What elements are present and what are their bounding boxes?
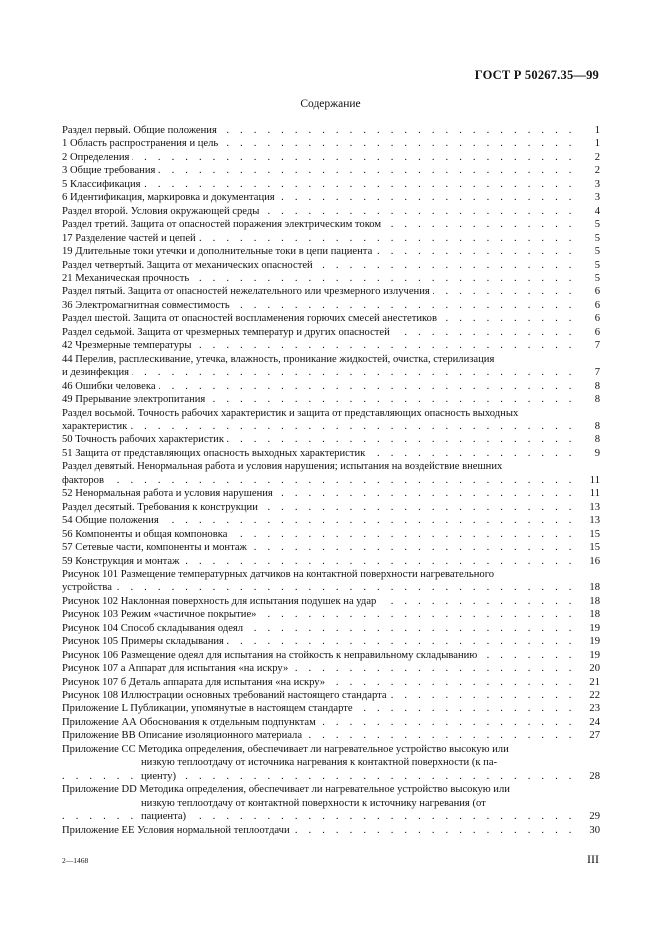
toc-entry	[62, 595, 600, 608]
toc-entry-label: Раздел пятый. Защита от опасностей нежелательного или чрезмерного излучения	[62, 286, 433, 297]
toc-entry-page: 23	[589, 703, 600, 715]
toc-entry	[62, 299, 600, 312]
toc-entry-line	[62, 366, 578, 379]
toc-entry-label: 5 Классификация	[62, 179, 144, 190]
toc-entry-label: 57 Сетевые части, компоненты и монтаж	[62, 542, 250, 553]
toc-entry-label: Рисунок 105 Примеры складывания	[62, 636, 227, 647]
toc-entry-label: 1 Область распространения и цель	[62, 138, 221, 149]
toc-entry-page: 11	[589, 474, 600, 486]
toc-entry-page: 8	[594, 420, 600, 432]
toc-entry-text	[62, 151, 578, 164]
toc-entry	[62, 326, 600, 339]
toc-entry-label: 36 Электромагнитная совместимость	[62, 300, 233, 311]
toc-entry-page: 29	[589, 811, 600, 823]
toc-entry-page: 18	[589, 609, 600, 621]
toc-entry-label: 56 Компоненты и общая компоновка	[62, 529, 230, 540]
toc-entry-page: 5	[594, 246, 600, 258]
toc-entry-text	[62, 689, 578, 702]
toc-entry-page: 2	[594, 165, 600, 177]
toc-entry-text	[62, 676, 578, 689]
toc-entry-label: Рисунок 101 Размещение температурных датчиков на контактной поверхности нагревательного	[62, 569, 497, 580]
toc-entry-text	[62, 272, 578, 285]
toc-entry	[62, 245, 600, 258]
toc-entry	[62, 783, 600, 823]
toc-entry-page: 15	[589, 528, 600, 540]
toc-entry-text	[62, 232, 578, 245]
toc-entry	[62, 635, 600, 648]
toc-entry-page: 8	[594, 380, 600, 392]
toc-entry-page: 5	[594, 232, 600, 244]
toc-entry	[62, 393, 600, 406]
toc-entry	[62, 137, 600, 150]
toc-entry-label: Рисунок 107 б Деталь аппарата для испытания «на искру»	[62, 677, 328, 688]
toc-entry	[62, 460, 600, 487]
toc-entry-text	[62, 729, 578, 742]
toc-entry	[62, 729, 600, 742]
toc-entry-text	[62, 312, 578, 325]
toc-entry-label: Рисунок 104 Способ складывания одеял	[62, 623, 246, 634]
toc-entry-label: Рисунок 106 Размещение одеял для испытания на стойкость к неправильному складыванию	[62, 650, 480, 661]
toc-entry-text	[62, 339, 578, 352]
toc-entry	[62, 702, 600, 715]
toc-entry-label: Раздел десятый. Требования к конструкции	[62, 502, 261, 513]
toc-entry-page: 6	[594, 313, 600, 325]
toc-entry	[62, 191, 600, 204]
toc-entry	[62, 339, 600, 352]
toc-entry-line	[62, 460, 578, 473]
toc-entry-page: 15	[589, 542, 600, 554]
toc-entry-text	[62, 568, 578, 595]
toc-entry-text	[62, 164, 578, 177]
toc-entry	[62, 285, 600, 298]
toc-entry-label: 44 Перелив, расплескивание, утечка, влажность, проникание жидкостей, очистка, стерилизация	[62, 354, 497, 365]
toc-entry-text	[62, 124, 578, 137]
toc-entry-line	[62, 770, 578, 783]
toc-entry-page: 13	[589, 515, 600, 527]
toc-entry-label: Раздел девятый. Ненормальная работа и условия нарушения; испытания на воздействие внешних	[62, 461, 505, 472]
toc-entry	[62, 501, 600, 514]
toc-entry-text	[62, 716, 578, 729]
toc-entry	[62, 662, 600, 675]
toc-entry-text	[62, 178, 578, 191]
toc-entry	[62, 151, 600, 164]
toc-entry-page: 19	[589, 649, 600, 661]
toc-title: Содержание	[300, 98, 361, 110]
toc-entry-page: 3	[594, 192, 600, 204]
toc-entry-page: 4	[594, 205, 600, 217]
toc-entry-text	[62, 447, 578, 460]
toc-entry-page: 7	[594, 340, 600, 352]
toc-entry-page: 1	[594, 125, 600, 136]
toc-entry-text	[62, 743, 578, 783]
toc-entry	[62, 541, 600, 554]
toc-entry-page: 1	[594, 138, 600, 150]
toc-entry-page: 30	[589, 824, 600, 836]
toc-entry-text	[62, 528, 578, 541]
toc-entry-line	[62, 783, 578, 796]
toc-entry-text	[62, 218, 578, 231]
toc-entry-label: Раздел седьмой. Защита от чрезмерных температур и других опасностей	[62, 327, 393, 338]
toc-entry-text	[62, 541, 578, 554]
toc-entry-text	[62, 783, 578, 823]
toc-entry-page: 3	[594, 178, 600, 190]
toc-entry-label: Рисунок 103 Режим «частичное покрытие»	[62, 609, 259, 620]
toc-entry-text	[62, 595, 578, 608]
toc-entry-text	[62, 259, 578, 272]
toc-entry	[62, 622, 600, 635]
toc-entry-label: 50 Точность рабочих характеристик	[62, 434, 227, 445]
toc-entry-line	[62, 581, 578, 594]
toc-entry-line	[62, 474, 578, 487]
toc-entry-label: циенту)	[141, 771, 179, 782]
toc-entry-label: Приложение ВВ Описание изоляционного материала	[62, 730, 305, 741]
toc-entry-label: устройства	[62, 582, 115, 593]
table-of-contents	[62, 124, 600, 837]
toc-entry	[62, 124, 600, 137]
toc-entry-text	[62, 191, 578, 204]
toc-entry	[62, 743, 600, 783]
toc-entry-line	[62, 407, 578, 420]
toc-entry-page: 7	[594, 367, 600, 379]
toc-entry-page: 9	[594, 447, 600, 459]
toc-entry-line	[62, 568, 578, 581]
toc-entry	[62, 232, 600, 245]
toc-entry-page: 8	[594, 434, 600, 446]
toc-entry-page: 5	[594, 272, 600, 284]
toc-entry	[62, 716, 600, 729]
toc-entry-text	[62, 702, 578, 715]
toc-entry-text	[62, 407, 578, 434]
toc-entry-label: 51 Защита от представляющих опасность выходных характеристик	[62, 448, 368, 459]
toc-entry-text	[62, 460, 578, 487]
toc-entry-text	[62, 635, 578, 648]
toc-entry-label: Приложение АА Обоснования к отдельным подпунктам	[62, 717, 319, 728]
page-number: III	[587, 852, 599, 866]
toc-entry-page: 22	[589, 690, 600, 702]
toc-entry-page: 18	[589, 582, 600, 594]
toc-entry	[62, 218, 600, 231]
toc-entry-text	[62, 326, 578, 339]
toc-entry-line	[62, 810, 578, 823]
toc-entry-label: Приложение СС Методика определения, обеспечивает ли нагревательное устройство высокую или	[62, 744, 512, 755]
toc-entry	[62, 555, 600, 568]
toc-entry-label: 17 Разделение частей и цепей	[62, 233, 199, 244]
toc-entry-label: 19 Длительные токи утечки и дополнительные токи в цепи пациента	[62, 246, 375, 257]
toc-entry-label: пациента)	[141, 811, 189, 822]
toc-entry	[62, 380, 600, 393]
toc-entry-text	[62, 245, 578, 258]
toc-entry-label: 2 Определения	[62, 152, 132, 163]
toc-entry-label: факторов	[62, 475, 107, 486]
toc-entry	[62, 312, 600, 325]
toc-entry-text	[62, 393, 578, 406]
toc-entry	[62, 259, 600, 272]
toc-entry-text	[62, 622, 578, 635]
toc-entry-label: Раздел четвертый. Защита от механических опасностей	[62, 260, 316, 271]
toc-entry-label: и дезинфекция	[62, 367, 132, 378]
toc-entry-page: 2	[594, 151, 600, 163]
toc-entry-label: Рисунок 108 Иллюстрации основных требований настоящего стандарта	[62, 690, 390, 701]
toc-entry-page: 19	[589, 636, 600, 648]
toc-entry-text	[62, 649, 578, 662]
toc-entry-text	[62, 433, 578, 446]
toc-entry	[62, 178, 600, 191]
toc-entry-page: 21	[589, 676, 600, 688]
toc-entry-line	[62, 797, 578, 810]
toc-entry-page: 20	[589, 663, 600, 675]
toc-entry-label: 6 Идентификация, маркировка и документация	[62, 192, 278, 203]
toc-entry-label: Раздел третий. Защита от опасностей поражения электрическим током	[62, 219, 384, 230]
toc-entry-text	[62, 299, 578, 312]
toc-entry-line	[62, 420, 578, 433]
toc-entry-label: Рисунок 107 а Аппарат для испытания «на искру»	[62, 663, 291, 674]
toc-entry-label: 49 Прерывание электропитания	[62, 394, 208, 405]
toc-entry-label: низкую теплоотдачу от источника нагревания к контактной поверхности (к па-	[141, 757, 500, 768]
toc-entry-text	[62, 380, 578, 393]
toc-entry-label: 52 Ненормальная работа и условия нарушения	[62, 488, 276, 499]
toc-entry-page: 24	[589, 716, 600, 728]
toc-entry-label: характеристик	[62, 421, 130, 432]
toc-entry	[62, 528, 600, 541]
toc-entry-label: Приложение L Публикации, упомянутые в настоящем стандарте	[62, 703, 356, 714]
toc-entry	[62, 676, 600, 689]
print-code: 2—1468	[62, 856, 89, 865]
toc-entry	[62, 608, 600, 621]
toc-entry-page: 27	[589, 730, 600, 742]
toc-entry-text	[62, 205, 578, 218]
toc-entry-text	[62, 285, 578, 298]
toc-entry	[62, 272, 600, 285]
toc-entry-label: Приложение ЕЕ Условия нормальной теплоотдачи	[62, 825, 293, 836]
toc-entry-page: 13	[589, 501, 600, 513]
toc-entry-label: 21 Механическая прочность	[62, 273, 192, 284]
toc-entry-text	[62, 555, 578, 568]
toc-entry-page: 16	[589, 555, 600, 567]
toc-entry-page: 6	[594, 299, 600, 311]
toc-entry-text	[62, 137, 578, 150]
toc-entry-text	[62, 487, 578, 500]
toc-entry-page: 5	[594, 219, 600, 231]
toc-entry-label: Раздел первый. Общие положения	[62, 125, 220, 136]
toc-entry	[62, 205, 600, 218]
toc-entry	[62, 514, 600, 527]
toc-entry	[62, 487, 600, 500]
toc-entry-page: 18	[589, 595, 600, 607]
standard-header: ГОСТ Р 50267.35—99	[474, 68, 599, 82]
toc-entry-page: 5	[594, 259, 600, 271]
toc-entry	[62, 433, 600, 446]
toc-entry	[62, 447, 600, 460]
toc-entry-page: 11	[589, 488, 600, 500]
toc-entry-text	[62, 353, 578, 380]
toc-entry	[62, 824, 600, 837]
toc-entry	[62, 649, 600, 662]
toc-entry-page: 28	[589, 770, 600, 782]
toc-entry-label: низкую теплоотдачу от контактной поверхности к источнику нагревания (от	[141, 798, 489, 809]
toc-entry-text	[62, 824, 578, 837]
toc-entry	[62, 407, 600, 434]
toc-entry-text	[62, 501, 578, 514]
toc-entry-text	[62, 608, 578, 621]
toc-entry	[62, 353, 600, 380]
toc-entry-label: 42 Чрезмерные температуры	[62, 340, 194, 351]
toc-entry-label: Раздел шестой. Защита от опасностей воспламенения горючих смесей анестетиков	[62, 313, 440, 324]
toc-entry-label: 59 Конструкция и монтаж	[62, 556, 182, 567]
toc-entry-line	[62, 353, 578, 366]
toc-entry-label: 54 Общие положения	[62, 515, 162, 526]
toc-entry	[62, 689, 600, 702]
toc-entry	[62, 568, 600, 595]
toc-entry-page: 6	[594, 286, 600, 298]
toc-entry-page: 19	[589, 622, 600, 634]
toc-entry-text	[62, 514, 578, 527]
toc-entry	[62, 164, 600, 177]
toc-entry-label: Раздел второй. Условия окружающей среды	[62, 206, 262, 217]
toc-entry-text	[62, 662, 578, 675]
toc-entry-page: 8	[594, 394, 600, 406]
toc-entry-line	[62, 743, 578, 756]
toc-entry-label: 3 Общие требования	[62, 165, 158, 176]
toc-entry-label: 46 Ошибки человека	[62, 381, 159, 392]
toc-entry-label: Рисунок 102 Наклонная поверхность для испытания подушек на удар	[62, 596, 379, 607]
toc-entry-label: Приложение DD Методика определения, обеспечивает ли нагревательное устройство высокую или	[62, 784, 513, 795]
toc-entry-label: Раздел восьмой. Точность рабочих характеристик и защита от представляющих опасность выходных	[62, 408, 521, 419]
toc-entry-page: 6	[594, 326, 600, 338]
toc-entry-line	[62, 756, 578, 769]
